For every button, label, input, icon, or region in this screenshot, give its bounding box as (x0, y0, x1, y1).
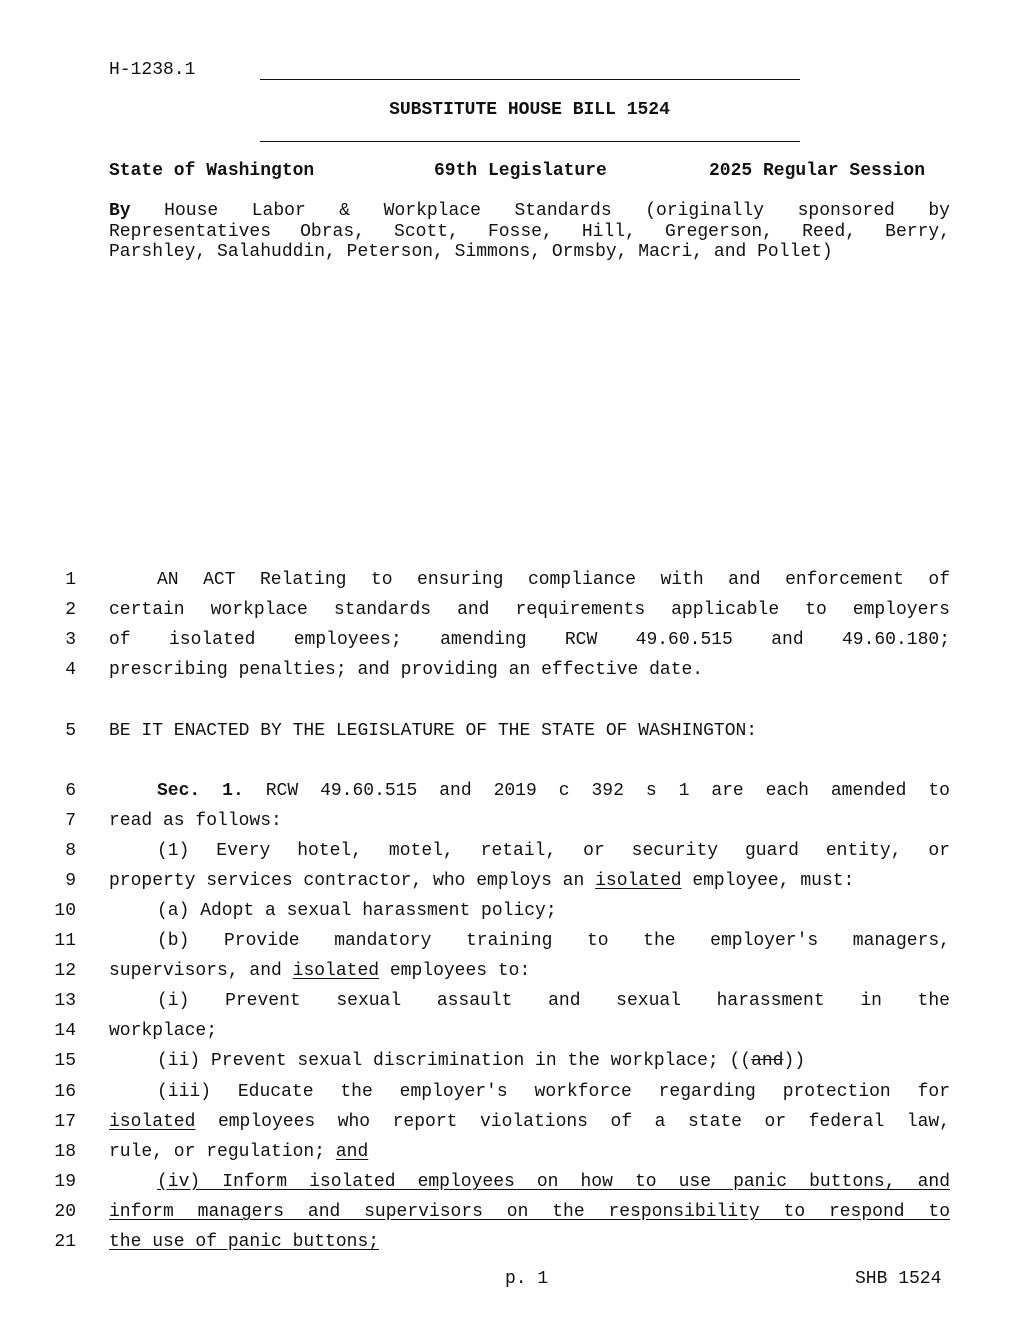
body-line-16: (iii) Educate the employer's workforce regarding protection for (157, 1082, 950, 1102)
line-number: 4 (65, 660, 76, 680)
inserted-text: isolated (595, 871, 682, 891)
sponsor-line-2: Representatives Obras, Scott, Fosse, Hill, Gregerson, Reed, Berry, (109, 222, 950, 242)
body-line-12-end: employees to: (379, 961, 531, 981)
line-number: 7 (65, 811, 76, 831)
line-number: 19 (54, 1172, 76, 1192)
body-line-17 (109, 1111, 950, 1133)
enacting-clause: BE IT ENACTED BY THE LEGISLATURE OF THE STATE OF WASHINGTON: (109, 721, 758, 741)
session-label: 2025 Regular Session (709, 161, 926, 181)
sponsor-line-1 (109, 200, 950, 222)
line-number: 10 (54, 901, 76, 921)
line-number: 12 (54, 961, 76, 981)
body-line-17-end: employees who report violations of a state or federal law, (195, 1112, 950, 1132)
line-number: 2 (65, 600, 76, 620)
line-number: 17 (54, 1112, 76, 1132)
inserted-text: isolated (109, 1112, 196, 1132)
line-number: 9 (65, 871, 76, 891)
line-number: 1 (65, 570, 76, 590)
footer-bill-short: SHB 1524 (855, 1269, 942, 1289)
body-line-8: (1) Every hotel, motel, retail, or security guard entity, or (157, 841, 950, 861)
line-number: 14 (54, 1021, 76, 1041)
by-label: By (109, 201, 131, 221)
body-line-4: prescribing penalties; and providing an effective date. (109, 660, 704, 680)
legislature-label: 69th Legislature (434, 161, 607, 181)
body-line-20 (109, 1201, 950, 1223)
line-number: 21 (54, 1232, 76, 1252)
body-line-14: workplace; (109, 1021, 218, 1041)
inserted-text: (iv) Inform isolated employees on how to use panic buttons, and (157, 1172, 950, 1192)
body-line-6-text: RCW 49.60.515 and 2019 c 392 s 1 are each amended to (265, 781, 950, 801)
body-line-12-start: supervisors, and (109, 961, 293, 981)
body-line-12 (109, 960, 950, 982)
state-label: State of Washington (109, 161, 315, 181)
line-number: 15 (54, 1051, 76, 1071)
line-number: 11 (54, 931, 76, 951)
body-line-15-start: (ii) Prevent sexual discrimination in the workplace; (( (157, 1051, 752, 1071)
line-number: 20 (54, 1202, 76, 1222)
body-line-19 (109, 1171, 950, 1193)
body-line-7: read as follows: (109, 811, 282, 831)
body-line-10: (a) Adopt a sexual harassment policy; (157, 901, 557, 921)
body-line-9 (109, 870, 950, 892)
inserted-text: inform managers and supervisors on the responsibility to respond to (109, 1202, 950, 1222)
line-number: 6 (65, 781, 76, 801)
body-line-1: AN ACT Relating to ensuring compliance with and enforcement of (157, 570, 950, 590)
title-rule-bottom (260, 141, 800, 142)
bill-title: SUBSTITUTE HOUSE BILL 1524 (389, 100, 670, 120)
body-line-9-start: property services contractor, who employs an (109, 871, 596, 891)
line-number: 8 (65, 841, 76, 861)
inserted-text: isolated (292, 961, 380, 981)
inserted-text: and (335, 1142, 369, 1162)
line-number: 3 (65, 630, 76, 650)
body-line-3: of isolated employees; amending RCW 49.60.515 and 49.60.180; (109, 630, 950, 650)
body-line-18 (109, 1141, 950, 1163)
sponsor-line-3: Parshley, Salahuddin, Peterson, Simmons, Ormsby, Macri, and Pollet) (109, 242, 833, 262)
body-line-15 (109, 1050, 950, 1072)
body-line-11: (b) Provide mandatory training to the employer's managers, (157, 931, 950, 951)
body-line-9-end: employee, must: (681, 871, 855, 891)
line-number: 18 (54, 1142, 76, 1162)
body-line-21 (109, 1231, 950, 1253)
title-rule-top (260, 79, 800, 80)
deleted-text: and (751, 1051, 784, 1071)
section-heading: Sec. 1. (157, 781, 244, 801)
body-line-15-end: )) (783, 1051, 806, 1071)
body-line-2: certain workplace standards and requirements applicable to employers (109, 600, 950, 620)
body-line-18-start: rule, or regulation; (109, 1142, 336, 1162)
inserted-text: the use of panic buttons; (109, 1232, 380, 1252)
line-number: 13 (54, 991, 76, 1011)
document-id: H-1238.1 (109, 60, 196, 80)
sponsor-line-1-text: House Labor & Workplace Standards (originally sponsored by (164, 201, 950, 221)
body-line-6 (109, 780, 950, 802)
page-number: p. 1 (505, 1269, 549, 1289)
line-number: 16 (54, 1082, 76, 1102)
line-number: 5 (65, 721, 76, 741)
body-line-13: (i) Prevent sexual assault and sexual harassment in the (157, 991, 950, 1011)
